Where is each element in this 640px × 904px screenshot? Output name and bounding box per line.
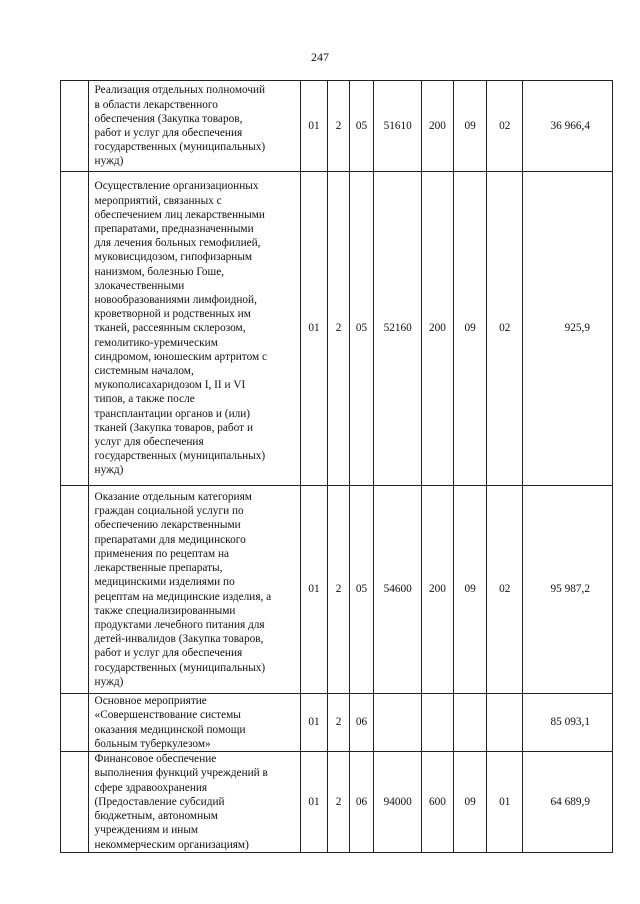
direction-code-cell: 94000 [374, 752, 422, 853]
description-line: гемолитико-уремическим [94, 336, 218, 349]
description-line: работ и услуг для обеспечения [94, 647, 243, 660]
subprogram-code-cell: 2 [328, 752, 349, 853]
table-row [61, 486, 613, 694]
direction-code-cell [374, 694, 422, 752]
subprogram-code-cell: 2 [328, 172, 349, 486]
description-line: рецептам на медицинские изделия, а [94, 590, 272, 603]
blank-cell [61, 694, 89, 752]
description-line: детей-инвалидов (Закупка товаров, [94, 633, 264, 646]
description-line: мукополисахаридозом I, II и VI [94, 379, 246, 392]
amount-cell: 95 987,2 [523, 486, 613, 694]
expense-type-code-cell [422, 694, 454, 752]
description-line: трансплантации органов и (или) [94, 407, 251, 420]
description-cell [88, 81, 300, 172]
description-line: продуктами лечебного питания для [94, 618, 265, 631]
description-line: тканей (Закупка товаров, работ и [94, 421, 253, 434]
description-line: мероприятий, связанных с [94, 194, 222, 207]
program-code-cell: 01 [300, 694, 328, 752]
description-line: некоммерческим организациям) [94, 838, 249, 851]
budget-table [60, 80, 613, 853]
program-code-cell: 01 [300, 81, 328, 172]
event-code-cell: 05 [349, 486, 373, 694]
subsection-code-cell: 02 [487, 81, 523, 172]
program-code-cell: 01 [300, 172, 328, 486]
description-line: Осуществление организационных [94, 180, 259, 193]
description-line: государственных (муниципальных) [94, 661, 266, 674]
description-line: государственных (муниципальных) [94, 450, 266, 463]
subprogram-code-cell: 2 [328, 694, 349, 752]
blank-cell [61, 172, 89, 486]
event-code-cell: 05 [349, 81, 373, 172]
section-code-cell: 09 [453, 172, 487, 486]
expense-type-code-cell: 600 [422, 752, 454, 853]
description-line: в области лекарственного [94, 98, 218, 111]
description-line: злокачественными [94, 279, 185, 292]
description-line: государственных (муниципальных) [94, 141, 266, 154]
description-line: нанизмом, болезнью Гоше, [94, 265, 225, 278]
program-code-cell: 01 [300, 486, 328, 694]
direction-code-cell: 52160 [374, 172, 422, 486]
description-line: выполнения функций учреждений в [94, 767, 268, 780]
table-row [61, 752, 613, 853]
event-code-cell: 06 [349, 752, 373, 853]
description-line: препаратами для медицинского [94, 533, 246, 546]
description-line: лекарственные препараты, [94, 562, 223, 575]
amount-cell: 64 689,9 [523, 752, 613, 853]
description-line: работ и услуг для обеспечения [94, 127, 243, 139]
description-line: также специализированными [94, 604, 236, 617]
description-line: учреждениям и иным [94, 824, 199, 837]
subsection-code-cell: 02 [487, 172, 523, 486]
description-line: медицинскими изделиями по [94, 576, 235, 589]
table-row [61, 172, 613, 486]
description-line: нужд) [94, 675, 124, 688]
description-line: обеспечению лекарственными [94, 519, 241, 532]
description-line: обеспечением лиц лекарственными [94, 208, 265, 221]
description-line: системным началом, [94, 365, 194, 377]
description-line: применения по рецептам на [94, 547, 230, 560]
description-line: Реализация отдельных полномочий [94, 84, 266, 97]
description-line: оказания медицинской помощи [94, 723, 246, 736]
description-line: новообразованиями лимфоидной, [94, 293, 257, 306]
description-line: нужд) [94, 155, 124, 168]
description-line: кроветворной и родственных им [94, 308, 251, 321]
description-line: препаратами, предназначенными [94, 222, 254, 235]
description-line: тканей, рассеянным склерозом, [94, 322, 246, 335]
section-code-cell [453, 694, 487, 752]
description-line: «Совершенствование системы [94, 709, 241, 722]
subsection-code-cell: 02 [487, 486, 523, 694]
blank-cell [61, 81, 89, 172]
description-line: муковисцидозом, гипофизарным [94, 251, 253, 264]
event-code-cell: 05 [349, 172, 373, 486]
subprogram-code-cell: 2 [328, 486, 349, 694]
amount-cell: 925,9 [523, 172, 613, 486]
description-line: обеспечения (Закупка товаров, [94, 112, 243, 125]
description-line: больным туберкулезом» [94, 737, 211, 750]
section-code-cell: 09 [453, 752, 487, 853]
table-row [61, 81, 613, 172]
blank-cell [61, 486, 89, 694]
description-line: услуг для обеспечения [94, 436, 204, 449]
expense-type-code-cell: 200 [422, 172, 454, 486]
description-line: сфере здравоохранения [94, 781, 208, 794]
description-line: Финансовое обеспечение [94, 753, 217, 766]
program-code-cell: 01 [300, 752, 328, 853]
subsection-code-cell [487, 694, 523, 752]
description-line: граждан социальной услуги по [94, 505, 244, 518]
event-code-cell: 06 [349, 694, 373, 752]
blank-cell [61, 752, 89, 853]
description-line: синдромом, юношеским артритом с [94, 350, 268, 363]
description-cell [88, 694, 300, 752]
description-cell [88, 172, 300, 486]
subprogram-code-cell: 2 [328, 81, 349, 172]
description-line: бюджетным, автономным [94, 810, 218, 823]
amount-cell: 85 093,1 [523, 694, 613, 752]
direction-code-cell: 54600 [374, 486, 422, 694]
description-cell [88, 752, 300, 853]
description-line: Оказание отдельным категориям [94, 491, 252, 504]
description-line: Основное мероприятие [94, 695, 207, 708]
amount-cell: 36 966,4 [523, 81, 613, 172]
description-line: нужд) [94, 464, 124, 477]
expense-type-code-cell: 200 [422, 81, 454, 172]
expense-type-code-cell: 200 [422, 486, 454, 694]
description-line: для лечения больных гемофилией, [94, 237, 261, 250]
description-line: типов, а также после [94, 393, 195, 406]
section-code-cell: 09 [453, 486, 487, 694]
page-number: 247 [311, 50, 329, 64]
subsection-code-cell: 01 [487, 752, 523, 853]
section-code-cell: 09 [453, 81, 487, 172]
description-line: (Предоставление субсидий [94, 795, 225, 808]
direction-code-cell: 51610 [374, 81, 422, 172]
table-row [61, 694, 613, 752]
description-cell [88, 486, 300, 694]
